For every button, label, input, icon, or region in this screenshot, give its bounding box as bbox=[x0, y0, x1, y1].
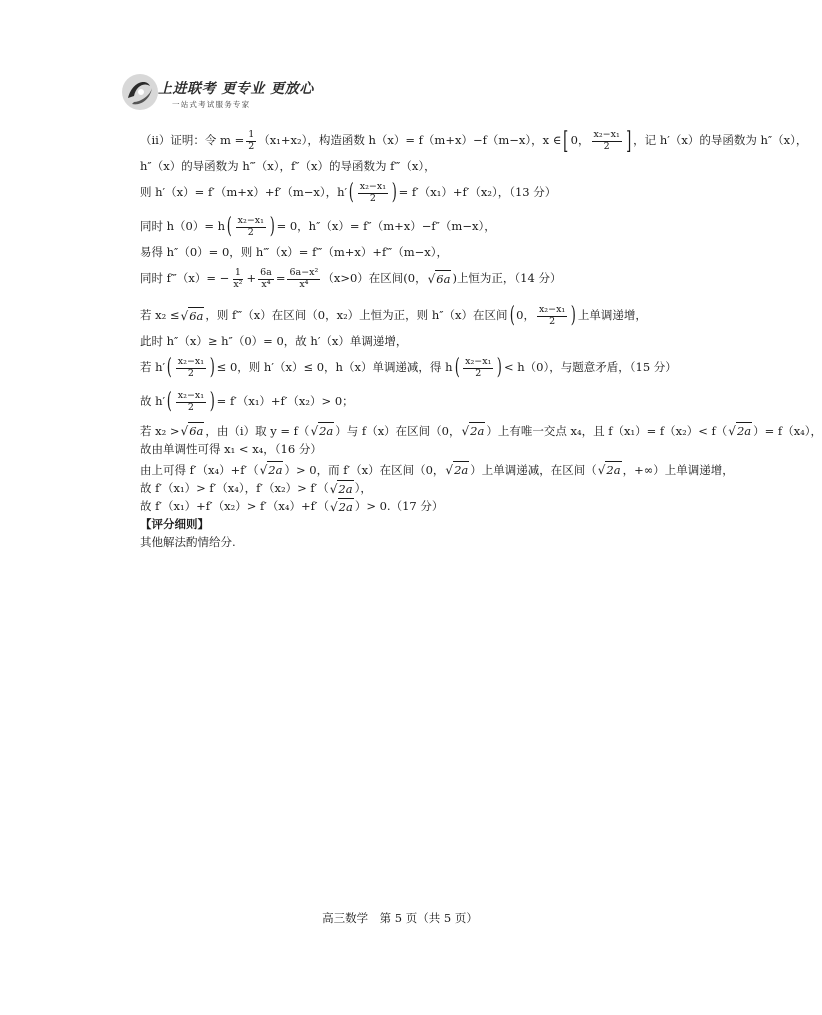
proof-line-10: 故 h′ ( $\frac{\text{x₂−x₁}}{2}$ ) = f′（x₁）+f′（x₂）> 0； bbox=[140, 389, 354, 414]
proof-line-13: 由上可得 f′（x₄）+f′（ √ 2a ）> 0，而 f′（x）在区间（0， √ 2a ）上单调递减，在区间（ √ 2a ，+∞）上单调递增， bbox=[140, 461, 700, 479]
proof-line-4: 同时 h（0）= h ( $\frac{\text{x₂−x₁}}{2}$ ) = 0，h″（x）= f″（m+x）−f″（m−x）， bbox=[140, 214, 496, 239]
proof-line-15: 故 f′（x₁）+f′（x₂）> f′（x₄）+f′（ √ 2a ）> 0.（17 分） bbox=[140, 498, 700, 516]
brand-logo-icon bbox=[120, 72, 160, 112]
proof-line-11: 若 x₂ > √ 6a ，由（ⅰ）取 y = f（ √ 2a ）与 f（x）在区间（0， √ 2a ）上有唯一交点 x₄，且 f（x₁）= f（x₂）< f（ √ 2a ）= f（x₄）， bbox=[140, 422, 700, 440]
page-header bbox=[120, 72, 420, 116]
proof-line-6: 同时 f‴（x）= − $\frac{1}{\text{x²}}$ + $\frac{6a}{\text{x⁴}}$ = $\frac{\text{6a−x²}}{\text{x⁴}}$ （x>0）在区间 ( 0， √ 6a ) 上恒为正，（14 分） bbox=[140, 266, 562, 290]
proof-line-9: 若 h′ ( $\frac{\text{x₂−x₁}}{2}$ ) ≤ 0，则 h′（x）≤ 0，h（x）单调递减，得 h ( $\frac{\text{x₂−x₁}}{2}$ ) < h（0），与题意矛盾，（15 分） bbox=[140, 355, 677, 380]
proof-line-3: 则 h′（x）= f′（m+x）+f′（m−x），h′ ( $\frac{\text{x₂−x₁}}{2}$ ) = f′（x₁）+f′（x₂），（13 分） bbox=[140, 180, 557, 205]
proof-line-7: 若 x₂ ≤ √ 6a ，则 f‴（x）在区间（0，x₂）上恒为正，则 h″（x）在区间 ( 0， $\frac{\text{x₂−x₁}}{2}$ ) 上单调递增， bbox=[140, 303, 647, 328]
brand-slogan: 上进联考 更专业 更放心 bbox=[158, 81, 314, 97]
solution-body bbox=[140, 124, 822, 552]
proof-line-12: 故由单调性可得 x₁ < x₄，（16 分） bbox=[140, 441, 322, 456]
brand-subslogan: 一站式考试服务专家 bbox=[172, 100, 251, 109]
proof-line-2: h″（x）的导函数为 h‴（x），f″（x）的导函数为 f‴（x）， bbox=[140, 159, 436, 174]
sqrt-6a: √ 6a bbox=[428, 270, 452, 288]
fraction-gap: $\frac{\text{x₂−x₁}}{2}$ bbox=[593, 128, 620, 152]
rubric-title: 【评分细则】 bbox=[140, 517, 209, 532]
page-footer: 高三数学 第 5 页（共 5 页） bbox=[322, 911, 478, 925]
proof-line-5: 易得 h″（0）= 0，则 h‴（x）= f‴（m+x）+f‴（m−x）， bbox=[140, 245, 449, 260]
rubric-text: 其他解法酌情给分. bbox=[140, 535, 236, 550]
fraction-half: $\frac{1}{2}$ bbox=[248, 128, 255, 152]
proof-line-1: （ⅱ）证明：令 m = $\frac{1}{2}$ （x₁+x₂），构造函数 h（x）= f（m+x）−f（m−x），x ∈ [ 0， $\frac{\text{x₂−x₁}}{2}$ ] ，记 h′（x）的导函数为 h″（x）， bbox=[140, 127, 808, 155]
proof-line-14: 故 f′（x₁）> f′（x₄），f′（x₂）> f′（ √ 2a ）， bbox=[140, 480, 700, 498]
proof-line-8: 此时 h″（x）≥ h″（0）= 0，故 h′（x）单调递增， bbox=[140, 334, 408, 349]
